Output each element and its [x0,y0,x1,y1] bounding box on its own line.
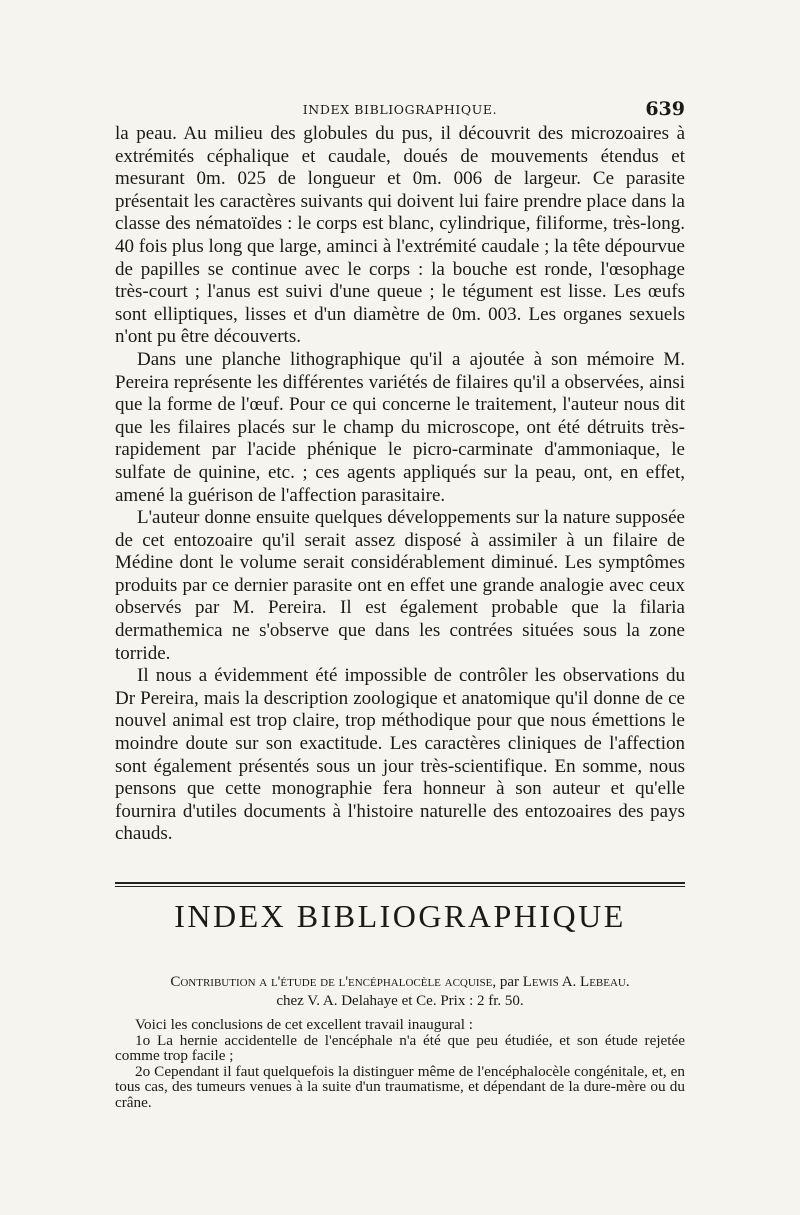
running-title: INDEX BIBLIOGRAPHIQUE. [302,102,498,117]
entry-publisher: chez V. A. Delahaye et Ce. Prix : 2 fr. 50. [276,993,524,1009]
entry-heading [115,973,685,1011]
paragraph: Dans une planche lithographique qu'il a ajoutée à son mémoire M. Pereira représente les différentes variétés de filaires qu'il a observées, ainsi que la forme de l'œuf. Pour ce qui concerne le traitement, l'auteur nous dit que les filaires placés sur le champ du microscope, ont été détruits très-rapidement par l'acide phénique le picro-carminate d'ammoniaque, le sulfate de quinine, etc. ; ces agents appliqués sur la peau, ont, en effet, amené la guérison de l'affection parasitaire. [115,348,685,506]
entry-author: Lewis A. Lebeau. [522,974,630,990]
entry-line: Voici les conclusions de cet excellent travail inaugural : [135,1016,473,1033]
paragraph: la peau. Au milieu des globules du pus, il découvrit des microzoaires à extrémités céphalique et caudale, doués de mouvements étendus et mesurant 0m. 025 de longueur et 0m. 006 de largeur. Ce parasite présentait les caractères suivants qui doivent lui faire prendre place dans la classe des nématoïdes : le corps est blanc, cylindrique, filiforme, très-long. 40 fois plus long que large, aminci à l'extrémité caudale ; la tête dépourvue de papilles se continue avec le corps : la bouche est ronde, l'œsophage très-court ; l'anus est suivi d'une queue ; le tégument est lisse. Les œufs sont elliptiques, lisses et d'un diamètre de 0m. 003. Les organes sexuels n'ont pu être découverts. [115,123,685,348]
paragraph: Il nous a évidemment été impossible de contrôler les observations du Dr Pereira, mais la description zoologique et anatomique qu'il donne de ce nouvel animal est trop claire, trop méthodique pour que nous émettions le moindre doute sur son exactitude. Les caractères cliniques de l'affection sont également présentés sous un jour très-scientifique. En somme, nous pensons que cette monographie fera honneur à son auteur et qu'elle fournira d'utiles documents à l'histoire naturelle des entozoaires des pays chauds. [115,665,685,845]
entry-line: 2o Cependant il faut quelquefois la distinguer même de l'encéphalocèle congénitale, et, en tous cas, des tumeurs venues à la suite d'un traumatisme, et dépendant de la dure-mère ou du crâne. [115,1062,685,1111]
entry-body [115,1017,685,1110]
section-title: INDEX BIBLIOGRAPHIQUE [174,898,626,934]
paragraph: L'auteur donne ensuite quelques développements sur la nature supposée de cet entozoaire qu'il serait assez disposé à assimiler à un filaire de Médine dont le volume serait considérablement diminué. Les symptômes produits par ce dernier parasite ont en effet une grande analogie avec ceux observés par M. Pereira. Il est également probable que la filaria dermathemica ne s'observe que dans les contrées situées sous la zone torride. [115,507,685,664]
entry-title: Contribution a l'étude de l'encéphalocèle acquise, [170,974,497,990]
section-divider [115,882,685,887]
entry-author-prefix: par [499,974,519,990]
running-head [115,98,685,122]
page-number: 639 [645,98,685,120]
article-body [115,123,685,846]
entry-line: 1o La hernie accidentelle de l'encéphale n'a été que peu étudiée, et son étude rejetée comme trop facile ; [115,1031,685,1064]
divider-rule [115,886,685,887]
divider-rule [115,882,685,884]
bibliography-entry [115,973,685,1110]
